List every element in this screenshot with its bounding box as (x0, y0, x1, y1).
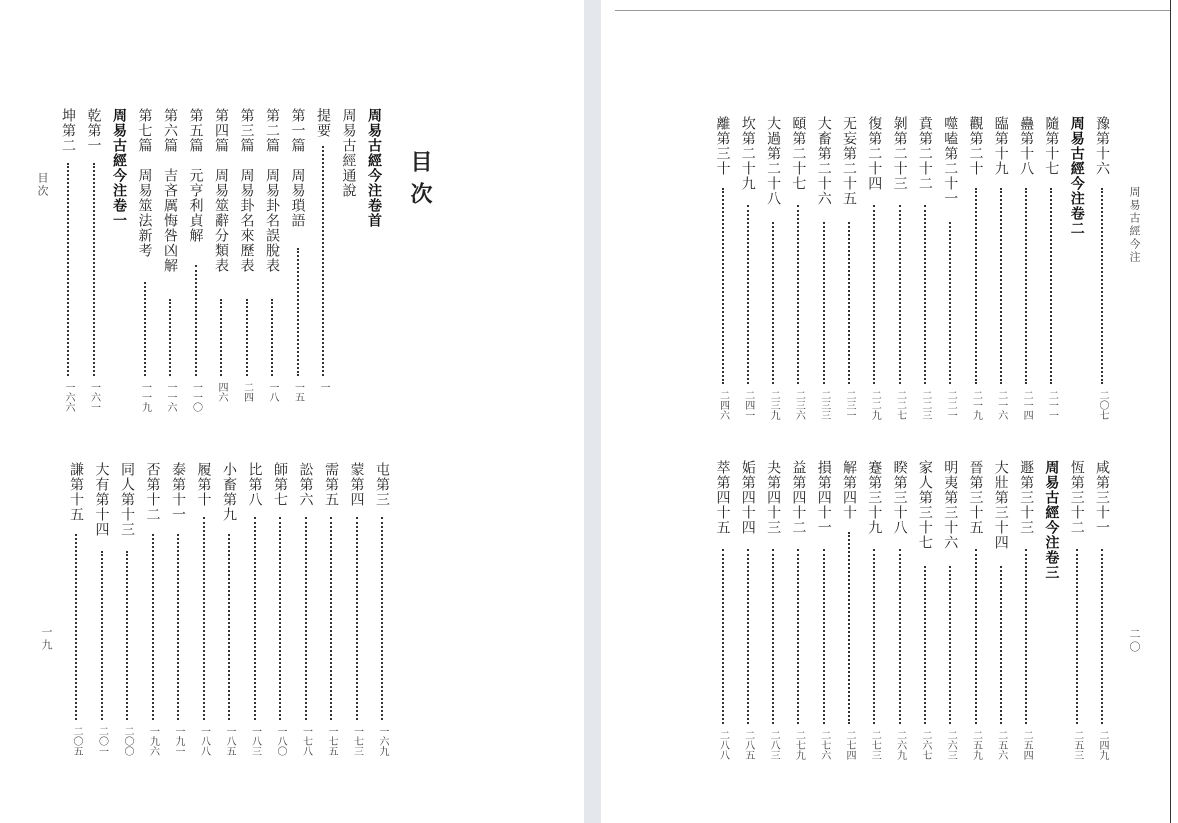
toc-leader-dots (101, 551, 103, 720)
toc-entry-page: 二四六 (717, 390, 729, 420)
toc-entry-label: 大過第二十八 (765, 116, 782, 206)
toc-entry-page: 二五三 (1071, 730, 1083, 760)
toc-leader-dots (797, 205, 799, 384)
toc-entry-label: 第二篇 周易卦名誤脫表 (264, 108, 280, 273)
toc-entry-page: 二〇五 (71, 726, 82, 756)
toc-leader-dots (144, 282, 146, 376)
toc-entry-page: 二三九 (768, 390, 780, 420)
toc-leader-dots (279, 517, 281, 720)
toc-leader-dots (271, 299, 273, 376)
toc-leader-dots (322, 146, 324, 376)
toc-entry-page: 一八三 (249, 726, 261, 756)
toc-leader-dots (747, 549, 749, 724)
toc-leader-dots (975, 188, 977, 384)
toc-section-title: 周易古經今注卷一 (111, 108, 127, 228)
toc-entry-label: 晉第三十五 (967, 460, 984, 535)
running-head: 周易古經今注 (1128, 186, 1141, 264)
toc-leader-dots (975, 549, 977, 724)
toc-leader-dots (899, 205, 901, 384)
toc-entry-label: 明夷第三十六 (942, 460, 959, 550)
toc-entry-label: 同人第十三 (119, 462, 135, 537)
toc-entry-page: 二五四 (1021, 730, 1033, 760)
toc-entry-label: 履第十 (195, 462, 212, 507)
toc-leader-dots (772, 222, 774, 384)
toc-entry-page: 一九六 (147, 726, 159, 756)
toc-entry-label: 離第三十 (714, 116, 731, 176)
toc-entry-page: 二六三 (945, 730, 957, 760)
toc-entry-page: 二八五 (742, 730, 754, 760)
toc-entry-page: 二六七 (919, 730, 931, 760)
toc-leader-dots (1025, 549, 1027, 724)
toc-leader-dots (1000, 566, 1002, 724)
toc-entry-page: 一八〇 (275, 726, 286, 756)
toc-leader-dots (203, 517, 205, 720)
toc-leader-dots (67, 163, 69, 376)
toc-leader-dots (195, 265, 197, 376)
toc-section-title: 周易古經今注卷首 (366, 108, 382, 228)
toc-entry-page: 一六九 (377, 726, 388, 756)
toc-leader-dots (924, 205, 926, 384)
toc-leader-dots (93, 163, 95, 376)
toc-entry-label: 夬第四十三 (765, 460, 782, 535)
toc-entry-label: 第一篇 周易瑣語 (289, 108, 306, 228)
toc-entry-label: 損第四十一 (815, 460, 832, 535)
toc-entry-label: 无妄第二十五 (841, 116, 857, 206)
toc-entry-label: 恆第三十二 (1068, 460, 1085, 535)
toc-leader-dots (1025, 188, 1027, 384)
toc-leader-dots (1000, 188, 1002, 384)
toc-leader-dots (899, 549, 901, 724)
toc-leader-dots (823, 222, 825, 384)
toc-entry-label: 遯第三十三 (1018, 460, 1035, 535)
toc-leader-dots (848, 532, 850, 724)
toc-leader-dots (381, 517, 383, 720)
toc-entry-label: 比第八 (246, 462, 263, 507)
toc-section-title: 周易古經今注卷二 (1068, 116, 1085, 236)
toc-leader-dots (1050, 188, 1052, 384)
toc-leader-dots (220, 299, 222, 376)
toc-entry-label: 蠱第十八 (1018, 116, 1035, 176)
toc-entry-page: 二四九 (1097, 730, 1108, 760)
left-page (0, 0, 584, 823)
toc-entry-label: 師第七 (272, 462, 288, 507)
toc-entry-page: 一五 (292, 382, 304, 402)
toc-entry-page: 一八五 (224, 726, 235, 756)
toc-leader-dots (823, 549, 825, 724)
toc-entry-page: 一一九 (139, 382, 151, 412)
toc-entry-label: 訟第六 (297, 462, 314, 507)
toc-entry-label: 謙第十五 (68, 462, 84, 522)
toc-leader-dots (873, 549, 875, 724)
toc-entry-page: 一九一 (173, 726, 184, 756)
toc-entry-page: 一一〇 (190, 382, 202, 412)
toc-entry-page: 一六六 (63, 382, 74, 412)
toc-entry-page: 二八三 (768, 730, 780, 760)
toc-entry-label: 需第五 (323, 462, 339, 507)
toc-entry-page: 二五六 (995, 730, 1007, 760)
running-head: 目次 (36, 172, 49, 198)
toc-leader-dots (228, 534, 230, 720)
toc-leader-dots (747, 205, 749, 384)
page-gutter (584, 0, 601, 823)
toc-leader-dots (75, 534, 77, 720)
toc-entry-label: 小畜第九 (221, 462, 237, 522)
toc-entry-page: 二四 (241, 382, 253, 402)
right-page (601, 0, 1178, 823)
toc-entry-label: 大有第十四 (93, 462, 110, 537)
toc-leader-dots (772, 549, 774, 724)
toc-entry-page: 四六 (216, 382, 227, 402)
toc-entry-label: 第五篇 元亨利貞解 (187, 108, 204, 243)
toc-entry-label: 賁第二十二 (916, 116, 933, 191)
toc-leader-dots (848, 222, 850, 384)
toc-entry-label: 復第二十四 (866, 116, 883, 191)
toc-heading: 目次 (407, 150, 433, 214)
toc-leader-dots (1101, 549, 1103, 724)
toc-entry-label: 姤第四十四 (739, 460, 756, 535)
toc-leader-dots (330, 517, 332, 720)
toc-entry-label: 噬嗑第二十一 (942, 116, 959, 206)
toc-entry-label: 咸第三十一 (1094, 460, 1110, 535)
toc-entry-page: 二一一 (1046, 390, 1058, 420)
toc-leader-dots (246, 299, 248, 376)
toc-entry-page: 二〇一 (96, 726, 108, 756)
toc-leader-dots (1101, 188, 1103, 384)
toc-entry-label: 頤第二十七 (790, 116, 807, 191)
toc-entry-label: 第六篇 吉吝厲悔咎凶解 (162, 108, 178, 273)
toc-entry-label: 蒙第四 (348, 462, 365, 507)
toc-entry-page: 二三三 (818, 390, 830, 420)
toc-leader-dots (722, 549, 724, 724)
toc-leader-dots (949, 222, 951, 384)
toc-entry-page: 二二一 (945, 390, 957, 420)
toc-entry-label: 屯第三 (374, 462, 390, 507)
toc-entry-page: 二一六 (995, 390, 1007, 420)
toc-entry-page: 二二三 (919, 390, 931, 420)
toc-entry-page: 二七四 (844, 730, 855, 760)
toc-entry-label: 乾第一 (85, 108, 102, 153)
toc-entry-page: 一八八 (198, 726, 210, 756)
toc-entry-page: 二二七 (894, 390, 906, 420)
toc-entry-label: 萃第四十五 (714, 460, 731, 535)
toc-entry-label: 觀第二十 (967, 116, 984, 176)
toc-entry-page: 二一九 (970, 390, 982, 420)
toc-leader-dots (797, 549, 799, 724)
toc-entry-page: 一八 (267, 382, 278, 402)
toc-entry-page: 二〇七 (1097, 390, 1108, 420)
toc-entry-page: 一一六 (165, 382, 176, 412)
toc-entry-label: 大畜第二十六 (815, 116, 832, 206)
toc-leader-dots (949, 566, 951, 724)
toc-leader-dots (254, 517, 256, 720)
top-rule (615, 10, 1170, 11)
toc-leader-dots (873, 205, 875, 384)
toc-entry-label: 坎第二十九 (739, 116, 756, 191)
toc-entry-page: 一六一 (88, 382, 100, 412)
toc-entry-page: 一 (318, 382, 329, 392)
toc-entry-label: 周易古經通說 (340, 108, 357, 198)
toc-entry-label: 睽第三十八 (891, 460, 908, 535)
toc-entry-label: 第三篇 周易卦名來歷表 (238, 108, 255, 273)
toc-entry-label: 第四篇 周易筮辭分類表 (213, 108, 229, 273)
toc-entry-page: 二六九 (894, 730, 906, 760)
toc-entry-page: 一七五 (326, 726, 337, 756)
toc-entry-label: 隨第十七 (1043, 116, 1060, 176)
page-number: 二〇 (1128, 628, 1141, 654)
toc-leader-dots (297, 248, 299, 376)
toc-leader-dots (177, 534, 179, 720)
toc-entry-label: 坤第二 (60, 108, 76, 153)
toc-entry-page: 一七三 (351, 726, 363, 756)
toc-entry-label: 泰第十一 (170, 462, 186, 522)
toc-entry-page: 一七八 (300, 726, 312, 756)
toc-entry-label: 豫第十六 (1094, 116, 1110, 176)
page-number: 一九 (40, 626, 53, 652)
toc-leader-dots (126, 551, 128, 720)
toc-entry-label: 臨第十九 (992, 116, 1009, 176)
toc-leader-dots (1076, 549, 1078, 724)
toc-entry-page: 二三六 (793, 390, 805, 420)
toc-entry-label: 剝第二十三 (891, 116, 908, 191)
toc-leader-dots (722, 188, 724, 384)
toc-entry-page: 二七六 (818, 730, 830, 760)
toc-leader-dots (924, 566, 926, 724)
toc-entry-page: 二七九 (793, 730, 805, 760)
toc-entry-label: 家人第三十七 (916, 460, 933, 550)
toc-entry-page: 二三一 (844, 390, 855, 420)
toc-entry-label: 解第四十 (841, 460, 857, 520)
toc-leader-dots (356, 517, 358, 720)
edge-rule (1170, 0, 1171, 823)
toc-entry-page: 二一四 (1021, 390, 1033, 420)
toc-entry-page: 二〇〇 (122, 726, 133, 756)
toc-entry-page: 二七三 (869, 730, 881, 760)
toc-entry-label: 提要 (315, 108, 331, 138)
toc-entry-label: 否第十二 (144, 462, 161, 522)
toc-entry-page: 二四一 (742, 390, 754, 420)
toc-entry-label: 大壯第三十四 (992, 460, 1009, 550)
toc-entry-page: 二五九 (970, 730, 982, 760)
toc-leader-dots (152, 534, 154, 720)
toc-entry-page: 二八八 (717, 730, 729, 760)
toc-entry-label: 第七篇 周易筮法新考 (136, 108, 153, 258)
toc-entry-label: 蹇第三十九 (866, 460, 883, 535)
toc-leader-dots (169, 299, 171, 376)
toc-entry-label: 益第四十二 (790, 460, 807, 535)
toc-leader-dots (305, 517, 307, 720)
toc-entry-page: 二二九 (869, 390, 881, 420)
toc-section-title: 周易古經今注卷三 (1043, 460, 1060, 580)
